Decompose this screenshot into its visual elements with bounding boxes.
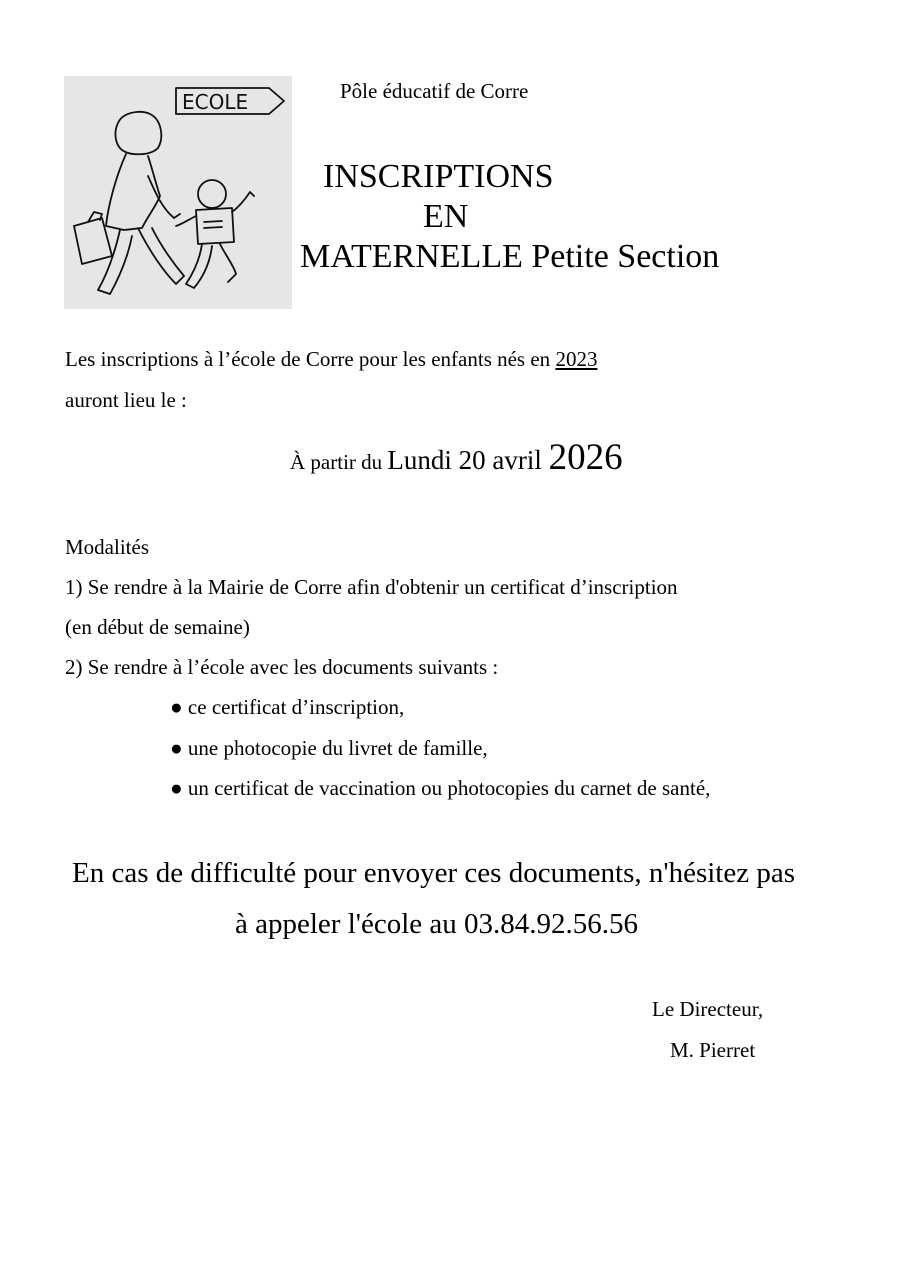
birth-year: 2023 (555, 347, 598, 371)
modalites-heading: Modalités (65, 535, 149, 559)
registration-date (290, 434, 623, 489)
step-2: 2) Se rendre à l’école avec les documents suivants : (65, 655, 499, 679)
school-sign-text: ECOLE (182, 90, 249, 114)
date-prefix: À partir du (290, 450, 388, 474)
intro-line-2: auront lieu le : (65, 388, 187, 412)
intro-line-1 (65, 347, 597, 372)
document-item: ● un certificat de vaccination ou photocopies du carnet de santé, (170, 776, 711, 800)
title-line-2: EN (423, 198, 469, 235)
step-1: 1) Se rendre à la Mairie de Corre afin d'obtenir un certificat d’inscription (65, 575, 678, 599)
school-walk-illustration (64, 76, 292, 309)
intro-text: Les inscriptions à l’école de Corre pour les enfants nés en (65, 347, 556, 371)
step-1-note: (en début de semaine) (65, 615, 250, 639)
date-year: 2026 (548, 437, 623, 478)
title-line-1: INSCRIPTIONS (323, 158, 554, 195)
document-item: ● une photocopie du livret de famille, (170, 736, 488, 760)
child-figure (198, 180, 226, 208)
date-day: Lundi 20 avril (387, 445, 549, 475)
title-line-3: MATERNELLE Petite Section (300, 238, 720, 275)
signature-name: M. Pierret (670, 1038, 756, 1062)
document-item: ● ce certificat d’inscription, (170, 695, 405, 719)
adult-figure (115, 112, 161, 154)
notice-line-2: à appeler l'école au 03.84.92.56.56 (235, 908, 639, 940)
signature-role: Le Directeur, (652, 997, 764, 1021)
organization-name: Pôle éducatif de Corre (340, 79, 529, 103)
notice-line-1: En cas de difficulté pour envoyer ces documents, n'hésitez pas (72, 857, 796, 889)
